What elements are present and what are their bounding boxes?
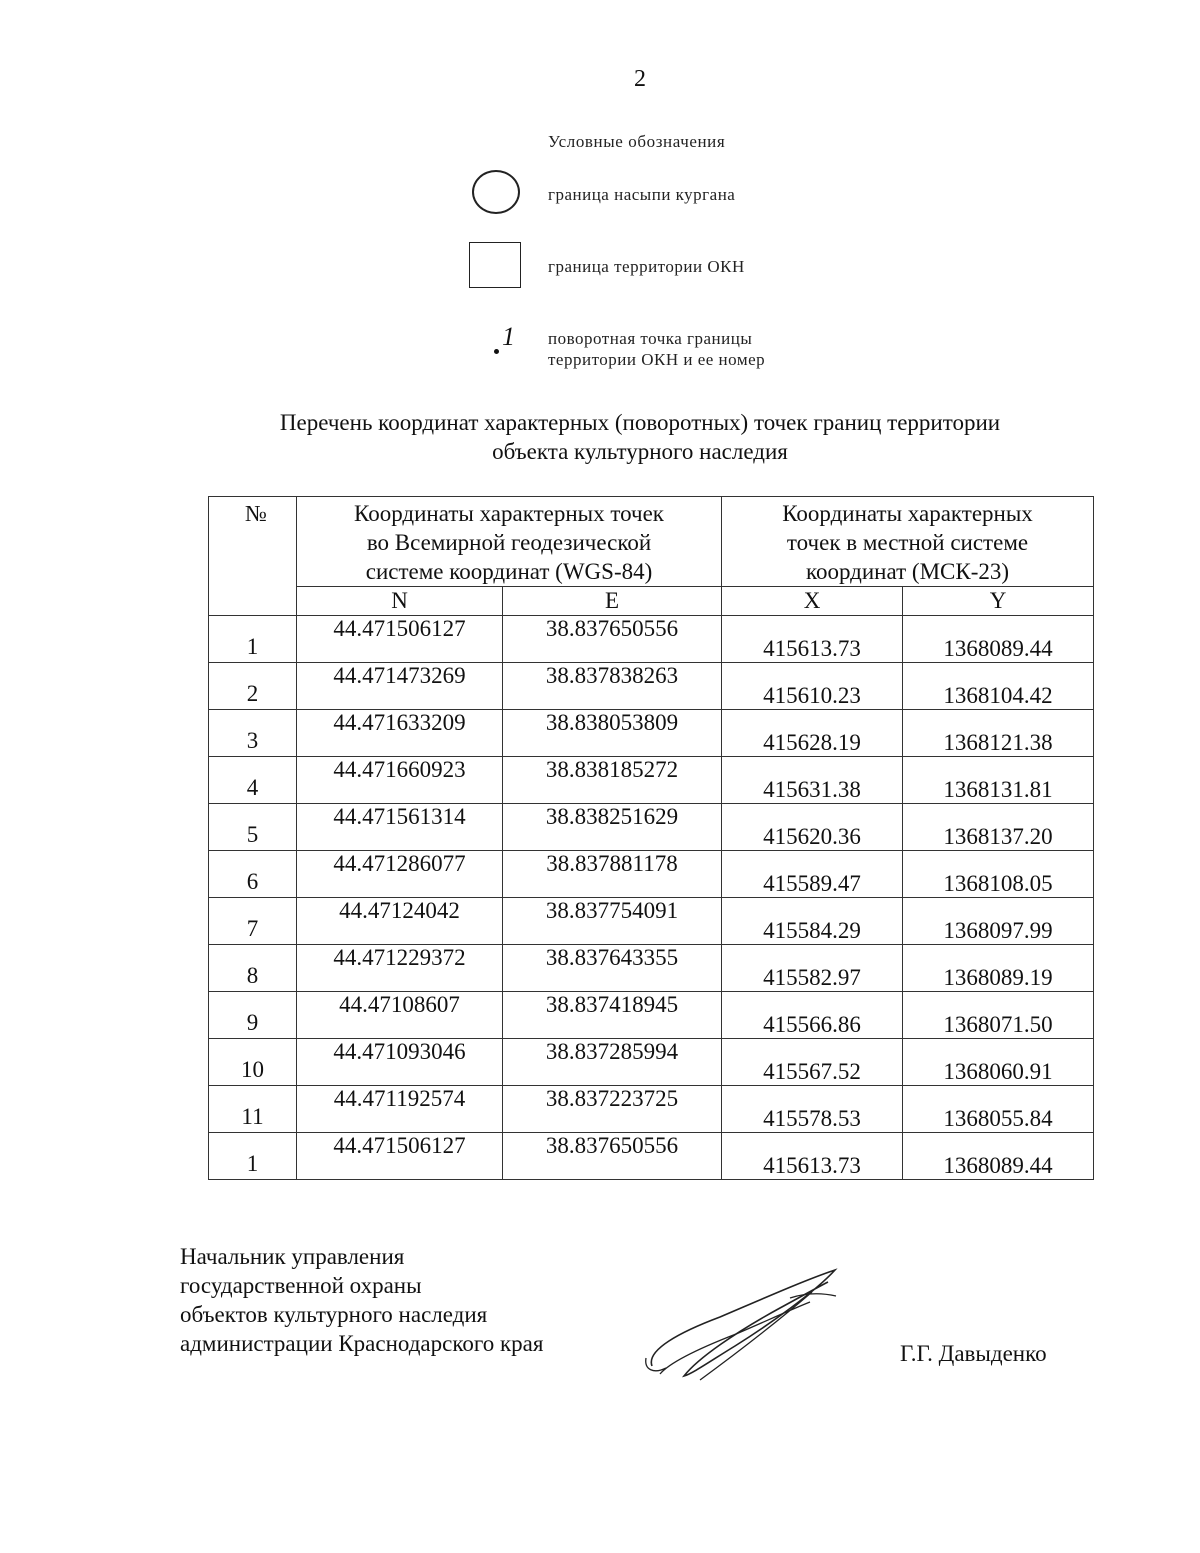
- signatory-position: [180, 1242, 543, 1358]
- latitude-n-cell: 44.471286077: [297, 851, 503, 898]
- header-msk23: [722, 497, 1094, 587]
- msk-y-cell: 1368060.91: [903, 1039, 1094, 1086]
- msk-y-cell: 1368131.81: [903, 757, 1094, 804]
- mound-boundary-circle-icon: [472, 170, 520, 214]
- table-caption: [150, 408, 1130, 466]
- longitude-e-cell: 38.838185272: [503, 757, 722, 804]
- position-line: Начальник управления: [180, 1244, 405, 1269]
- msk-y-cell: 1368104.42: [903, 663, 1094, 710]
- msk-x-cell: 415631.38: [722, 757, 903, 804]
- position-line: объектов культурного наследия: [180, 1302, 488, 1327]
- latitude-n-cell: 44.471633209: [297, 710, 503, 757]
- msk-x-cell: 415582.97: [722, 945, 903, 992]
- row-number-cell: 8: [209, 945, 297, 992]
- position-line: администрации Краснодарского края: [180, 1331, 544, 1356]
- latitude-n-cell: 44.471192574: [297, 1086, 503, 1133]
- msk-x-cell: 415589.47: [722, 851, 903, 898]
- caption-line: Перечень координат характерных (поворотных) точек границ территории: [279, 410, 1001, 435]
- header-msk23-line: точек в местной системе: [786, 530, 1029, 555]
- longitude-e-cell: 38.837754091: [503, 898, 722, 945]
- msk-y-cell: 1368108.05: [903, 851, 1094, 898]
- header-col-x: X: [722, 587, 903, 616]
- header-number: №: [209, 497, 297, 616]
- caption-line: объекта культурного наследия: [492, 439, 788, 464]
- row-number-cell: 5: [209, 804, 297, 851]
- latitude-n-cell: 44.47124042: [297, 898, 503, 945]
- legend-label-point: [548, 328, 765, 370]
- table-row: [209, 804, 1094, 851]
- row-number-cell: 10: [209, 1039, 297, 1086]
- longitude-e-cell: 38.837285994: [503, 1039, 722, 1086]
- row-number-cell: 2: [209, 663, 297, 710]
- latitude-n-cell: 44.471229372: [297, 945, 503, 992]
- coordinates-table: [208, 496, 1094, 1180]
- row-number-cell: 7: [209, 898, 297, 945]
- latitude-n-cell: 44.471506127: [297, 1133, 503, 1180]
- msk-y-cell: 1368137.20: [903, 804, 1094, 851]
- header-wgs84: [297, 497, 722, 587]
- legend-label-point-line: территории ОКН и ее номер: [548, 350, 766, 369]
- table-row: [209, 992, 1094, 1039]
- legend-label-point-line: поворотная точка границы: [548, 329, 753, 348]
- latitude-n-cell: 44.471093046: [297, 1039, 503, 1086]
- msk-x-cell: 415584.29: [722, 898, 903, 945]
- longitude-e-cell: 38.837650556: [503, 1133, 722, 1180]
- table-row: [209, 851, 1094, 898]
- table-row: [209, 1039, 1094, 1086]
- latitude-n-cell: 44.471660923: [297, 757, 503, 804]
- latitude-n-cell: 44.471561314: [297, 804, 503, 851]
- territory-boundary-square-icon: [469, 242, 521, 288]
- legend-label-territory: граница территории ОКН: [548, 257, 745, 276]
- msk-x-cell: 415613.73: [722, 616, 903, 663]
- longitude-e-cell: 38.837881178: [503, 851, 722, 898]
- row-number-cell: 9: [209, 992, 297, 1039]
- row-number-cell: 3: [209, 710, 297, 757]
- msk-x-cell: 415610.23: [722, 663, 903, 710]
- signer-name: Г.Г. Давыденко: [900, 1341, 1047, 1366]
- row-number-cell: 1: [209, 1133, 297, 1180]
- msk-y-cell: 1368089.44: [903, 616, 1094, 663]
- turning-point-dot: [494, 349, 499, 354]
- table-row: [209, 1086, 1094, 1133]
- longitude-e-cell: 38.838251629: [503, 804, 722, 851]
- row-number-cell: 6: [209, 851, 297, 898]
- table-row: [209, 1133, 1094, 1180]
- longitude-e-cell: 38.837643355: [503, 945, 722, 992]
- latitude-n-cell: 44.47108607: [297, 992, 503, 1039]
- msk-x-cell: 415567.52: [722, 1039, 903, 1086]
- row-number-cell: 11: [209, 1086, 297, 1133]
- table-row: [209, 616, 1094, 663]
- msk-y-cell: 1368089.44: [903, 1133, 1094, 1180]
- legend-title: Условные обозначения: [548, 132, 726, 151]
- header-col-e: E: [503, 587, 722, 616]
- latitude-n-cell: 44.471473269: [297, 663, 503, 710]
- handwritten-signature: [640, 1262, 850, 1392]
- header-wgs84-line: Координаты характерных точек: [354, 501, 664, 526]
- header-wgs84-line: системе координат (WGS-84): [365, 559, 653, 584]
- longitude-e-cell: 38.837418945: [503, 992, 722, 1039]
- msk-x-cell: 415620.36: [722, 804, 903, 851]
- longitude-e-cell: 38.837650556: [503, 616, 722, 663]
- page-number: 2: [634, 66, 646, 92]
- table-row: [209, 663, 1094, 710]
- longitude-e-cell: 38.837223725: [503, 1086, 722, 1133]
- row-number-cell: 1: [209, 616, 297, 663]
- msk-y-cell: 1368097.99: [903, 898, 1094, 945]
- turning-point-icon: [490, 322, 520, 360]
- position-line: государственной охраны: [180, 1273, 422, 1298]
- legend-label-mound: граница насыпи кургана: [548, 185, 736, 204]
- header-msk23-line: Координаты характерных: [782, 501, 1033, 526]
- table-row: [209, 757, 1094, 804]
- msk-x-cell: 415566.86: [722, 992, 903, 1039]
- msk-y-cell: 1368055.84: [903, 1086, 1094, 1133]
- msk-x-cell: 415628.19: [722, 710, 903, 757]
- longitude-e-cell: 38.837838263: [503, 663, 722, 710]
- header-msk23-line: координат (МСК-23): [805, 559, 1010, 584]
- longitude-e-cell: 38.838053809: [503, 710, 722, 757]
- table-row: [209, 710, 1094, 757]
- table-row: [209, 898, 1094, 945]
- header-wgs84-line: во Всемирной геодезической: [366, 530, 652, 555]
- msk-y-cell: 1368121.38: [903, 710, 1094, 757]
- msk-y-cell: 1368089.19: [903, 945, 1094, 992]
- turning-point-number: 1: [502, 322, 515, 351]
- msk-y-cell: 1368071.50: [903, 992, 1094, 1039]
- msk-x-cell: 415578.53: [722, 1086, 903, 1133]
- table-body: [209, 616, 1094, 1180]
- header-col-n: N: [297, 587, 503, 616]
- row-number-cell: 4: [209, 757, 297, 804]
- table-row: [209, 945, 1094, 992]
- msk-x-cell: 415613.73: [722, 1133, 903, 1180]
- latitude-n-cell: 44.471506127: [297, 616, 503, 663]
- header-col-y: Y: [903, 587, 1094, 616]
